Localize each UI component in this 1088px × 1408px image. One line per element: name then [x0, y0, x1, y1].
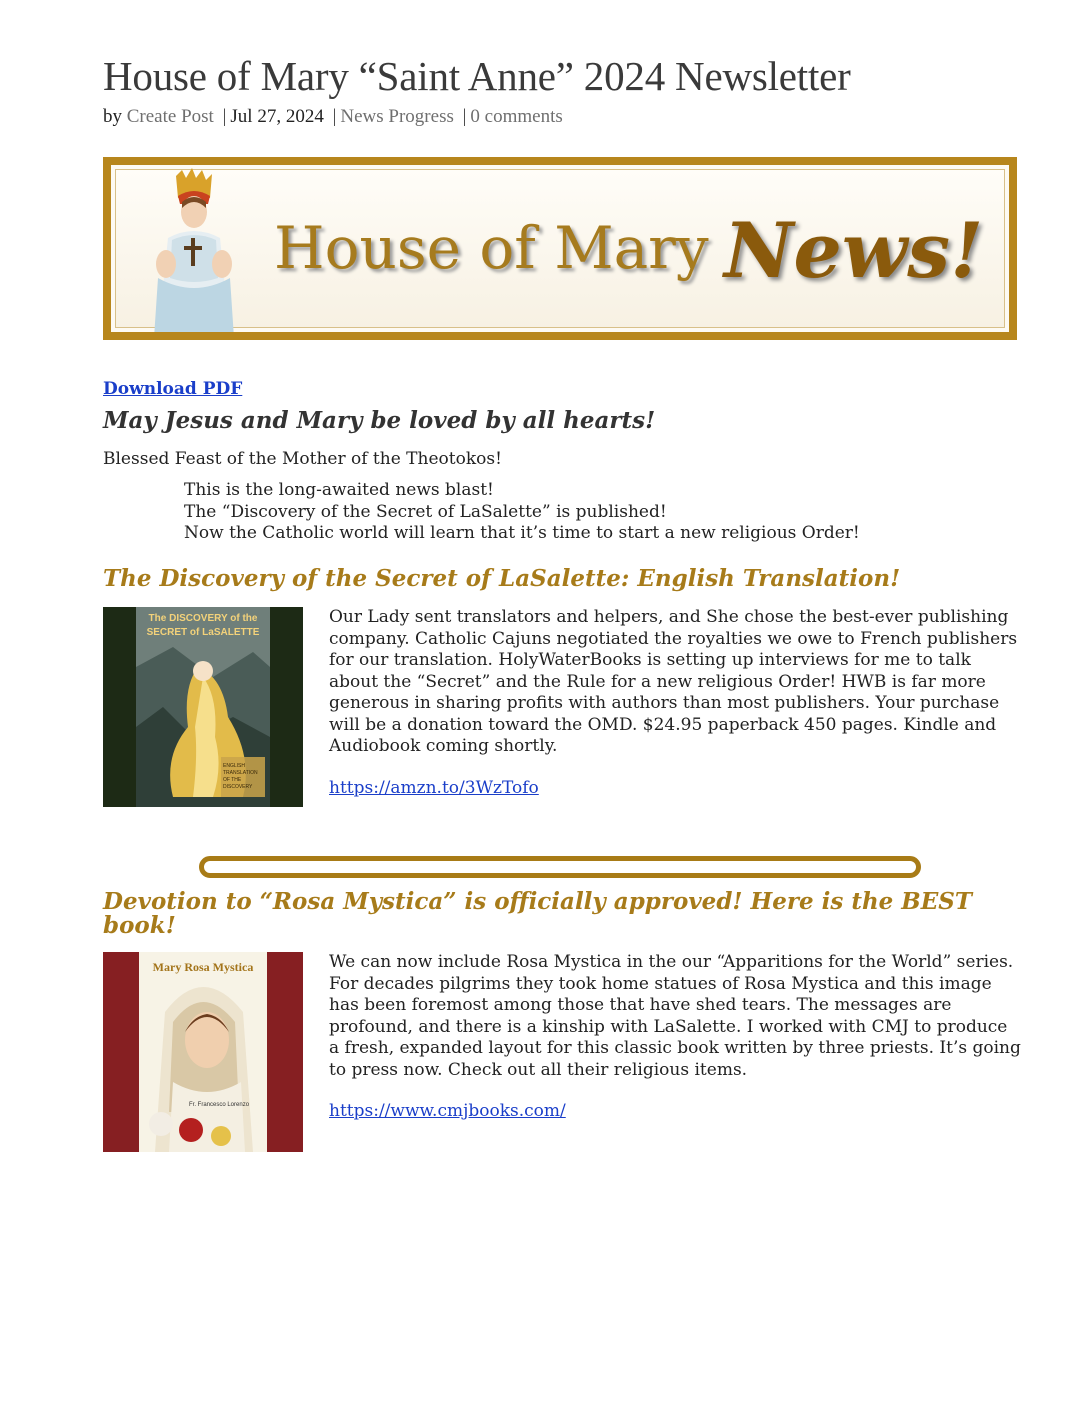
rosa-mystica-cover-art: [103, 952, 303, 1152]
comments-link[interactable]: 0 comments: [470, 106, 563, 127]
post-meta: [103, 106, 563, 128]
meta-separator: |: [222, 106, 227, 127]
lasalette-cover-title-1: The DISCOVERY of the: [148, 613, 258, 624]
intro-line: This is the long-awaited news blast!: [184, 480, 494, 500]
lasalette-cover-subtitle: ENGLISH TRANSLATION OF THE DISCOVERY: [223, 763, 258, 790]
meta-by: by: [103, 106, 122, 127]
banner-title: House of Mary: [274, 214, 709, 282]
banner-panel: [115, 169, 1005, 328]
lasalette-amazon-link[interactable]: https://amzn.to/3WzTofo: [329, 778, 539, 798]
page-title: House of Mary “Saint Anne” 2024 Newsletter: [103, 53, 851, 99]
intro-block: [184, 480, 860, 545]
rosa-mystica-book-cover[interactable]: [103, 952, 303, 1152]
download-pdf-link[interactable]: Download PDF: [103, 379, 243, 399]
news-banner: [103, 157, 1017, 340]
rosa-mystica-cover-title: Mary Rosa Mystica: [152, 960, 254, 974]
lasalette-book-cover[interactable]: [103, 607, 303, 807]
post-date: Jul 27, 2024: [230, 106, 324, 127]
author-link[interactable]: Create Post: [126, 106, 214, 127]
lasalette-description: Our Lady sent translators and helpers, and She chose the best-ever publishing company. Catholic Cajuns negotiated the royalties we owe to French publishers for our translation. HolyWaterBooks is setting up interviews for me to talk about the “Secret” and the Rule for a new religious Order! HWB is far more generous in sharing profits with authors than most publishers. Your purchase will be a donation toward the OMD. $24.95 paperback 450 pages. Kindle and Audiobook coming shortly.: [329, 607, 1018, 756]
lasalette-cover-title-2: SECRET of LaSALETTE: [146, 627, 260, 638]
section-divider: [199, 856, 921, 878]
greeting: Blessed Feast of the Mother of the Theotokos!: [103, 449, 502, 469]
rosa-mystica-cover-author: Fr. Francesco Lorenzo: [189, 1102, 250, 1108]
section-heading-lasalette: The Discovery of the Secret of LaSalette: English Translation!: [103, 565, 901, 592]
category-link[interactable]: News Progress: [340, 106, 454, 127]
saint-figure-illustration: [138, 168, 248, 338]
banner-news-text: News!: [724, 206, 984, 295]
meta-separator: |: [332, 106, 337, 127]
rosa-mystica-description: We can now include Rosa Mystica in the our “Apparitions for the World” series. For decades pilgrims they took home statues of Rosa Mystica and this image has been foremost among those that have shed tears. The messages are profound, and there is a kinship with LaSalette. I worked with CMJ to produce a fresh, expanded layout for this classic book written by three priests. It’s going to press now. Check out all their religious items.: [329, 952, 1021, 1080]
tagline: May Jesus and Mary be loved by all hearts!: [103, 407, 656, 434]
cmj-books-link[interactable]: https://www.cmjbooks.com/: [329, 1101, 566, 1121]
section-heading-rosa-mystica: Devotion to “Rosa Mystica” is officially approved! Here is the BEST book!: [103, 888, 973, 939]
meta-separator: |: [462, 106, 467, 127]
intro-line: The “Discovery of the Secret of LaSalette” is published!: [184, 501, 667, 522]
intro-line: Now the Catholic world will learn that it’s time to start a new religious Order!: [184, 523, 860, 543]
